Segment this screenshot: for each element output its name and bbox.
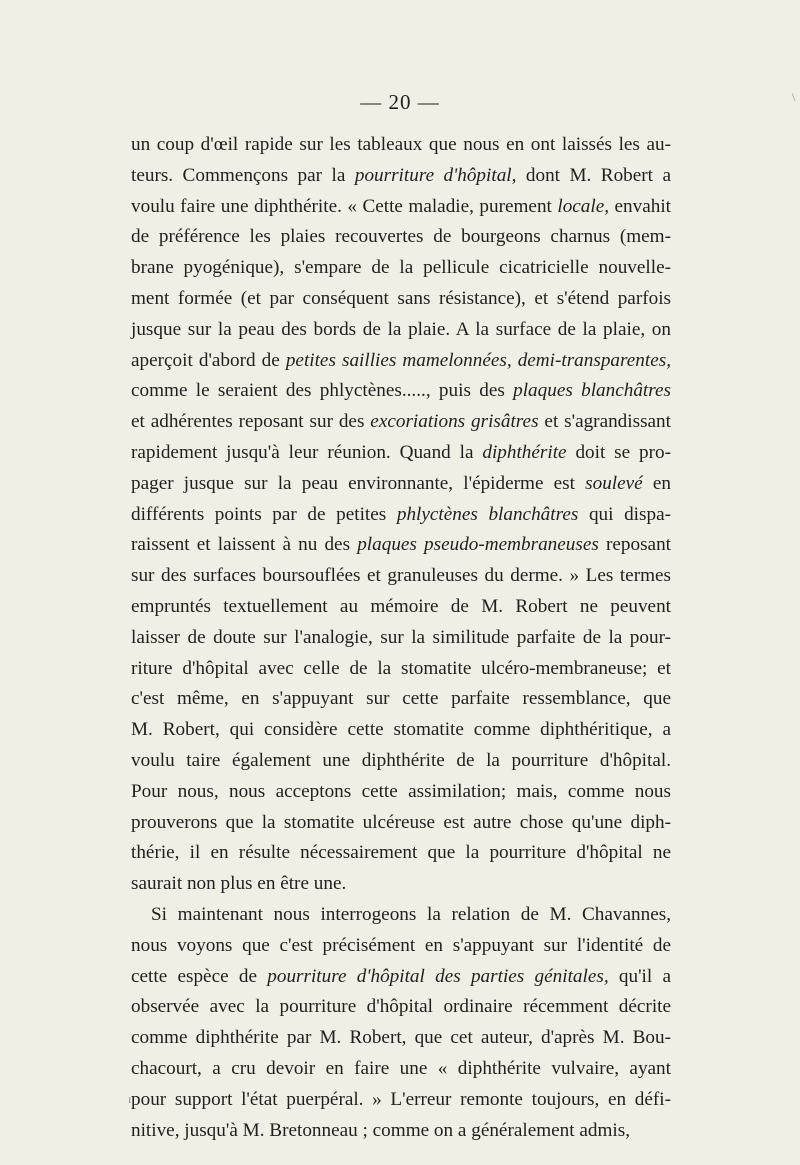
- text-line: [131, 284, 671, 315]
- text-run: différents points par de petites: [131, 503, 397, 525]
- text-run: et adhérentes reposant sur des: [131, 411, 371, 433]
- text-run: de préférence les plaies recouvertes de bourgeons charnus (mem-: [131, 226, 671, 248]
- text-line: [131, 715, 671, 746]
- text-run: pour support l'état puerpéral. » L'erreur remonte toujours, en défi-: [131, 1088, 671, 1110]
- text-run: rapidement jusqu'à leur réunion. Quand la: [131, 441, 483, 463]
- italic-text: pourriture d'hôpital,: [354, 164, 517, 186]
- text-run: saurait non plus en être une.: [131, 873, 347, 895]
- text-line: [131, 592, 671, 623]
- text-line: [131, 654, 671, 685]
- text-run: cette espèce de: [131, 965, 268, 987]
- text-run: un coup d'œil rapide sur les tableaux que nous en ont laissés les au-: [131, 134, 671, 155]
- text-line: [131, 992, 671, 1023]
- text-line: [131, 407, 671, 438]
- text-line: [131, 376, 671, 407]
- italic-text: pourriture d'hôpital des parties génitales,: [267, 965, 609, 987]
- text-run: voulu faire une diphthérite. « Cette maladie, purement: [131, 195, 558, 217]
- text-run: thérie, il en résulte nécessairement que la pourriture d'hôpital ne: [131, 842, 671, 864]
- text-run: prouverons que la stomatite ulcéreuse est autre chose qu'une diph-: [131, 811, 671, 833]
- text-run: pager jusque sur la peau environnante, l'épiderme est: [131, 472, 586, 494]
- text-run: doit se pro-: [566, 441, 671, 463]
- italic-text: petites saillies mamelonnées, demi-transparentes,: [285, 349, 671, 371]
- text-run: Pour nous, nous acceptons cette assimilation; mais, comme nous: [131, 780, 671, 802]
- text-line: [131, 222, 671, 253]
- text-run: qu'il a: [608, 965, 671, 987]
- text-run: observée avec la pourriture d'hôpital ordinaire récemment décrite: [131, 996, 671, 1018]
- text-line: [131, 130, 671, 161]
- text-run: riture d'hôpital avec celle de la stomatite ulcéro-membraneuse; et: [131, 657, 671, 679]
- italic-text: plaques pseudo-membraneuses: [357, 534, 599, 556]
- text-line: [131, 530, 671, 561]
- text-run: M. Robert, qui considère cette stomatite comme diphthéritique, a: [131, 719, 671, 741]
- text-run: envahit: [609, 195, 671, 217]
- text-line: [131, 192, 671, 223]
- text-line: [131, 808, 671, 839]
- text-run: laisser de doute sur l'analogie, sur la similitude parfaite de la pour-: [131, 626, 671, 648]
- italic-text: locale,: [557, 195, 610, 217]
- text-line: [131, 931, 671, 962]
- text-line: [131, 561, 671, 592]
- text-line: [131, 623, 671, 654]
- text-run: teurs. Commençons par la: [131, 164, 355, 186]
- text-run: voulu taire également une diphthérite de la pourriture d'hôpital.: [131, 749, 671, 771]
- text-run: empruntés textuellement au mémoire de M. Robert ne peuvent: [131, 595, 671, 617]
- text-line: [131, 315, 671, 346]
- text-line: [131, 1116, 671, 1147]
- text-run: dont M. Robert a: [516, 164, 671, 186]
- text-run: en: [642, 472, 671, 494]
- text-line: [131, 1023, 671, 1054]
- text-line: [131, 161, 671, 192]
- text-run: comme diphthérite par M. Robert, que cet auteur, d'après M. Bou-: [131, 1027, 671, 1049]
- italic-text: soulevé: [585, 472, 643, 494]
- text-run: c'est même, en s'appuyant sur cette parfaite ressemblance, que: [131, 688, 671, 710]
- text-line: [131, 777, 671, 808]
- text-run: jusque sur la peau des bords de la plaie. A la surface de la plaie, on: [131, 318, 671, 340]
- text-run: comme le seraient des phlyctènes....., puis des: [131, 380, 514, 402]
- text-line: [131, 469, 671, 500]
- page-number: — 20 —: [360, 90, 440, 114]
- italic-text: excoriations grisâtres: [370, 411, 539, 433]
- text-line: [131, 962, 671, 993]
- text-run: et s'agrandissant: [538, 411, 671, 433]
- text-line: [131, 869, 671, 900]
- text-line: [131, 438, 671, 469]
- text-run: nous voyons que c'est précisément en s'appuyant sur l'identité de: [131, 934, 671, 956]
- text-run: qui dispa-: [578, 503, 671, 525]
- text-run: reposant: [598, 534, 671, 556]
- text-run: chacourt, a cru devoir en faire une « diphthérite vulvaire, ayant: [131, 1057, 671, 1079]
- text-line: [131, 746, 671, 777]
- italic-text: diphthérite: [482, 441, 567, 463]
- text-line: [131, 1085, 671, 1116]
- margin-mark: ɪ: [128, 1092, 132, 1106]
- text-run: nitive, jusqu'à M. Bretonneau ; comme on a généralement admis,: [131, 1119, 630, 1141]
- text-line: [131, 253, 671, 284]
- text-run: brane pyogénique), s'empare de la pellicule cicatricielle nouvelle-: [131, 257, 671, 279]
- italic-text: phlyctènes blanchâtres: [396, 503, 579, 525]
- text-line: [131, 684, 671, 715]
- text-line: [131, 1054, 671, 1085]
- text-line: [131, 900, 671, 931]
- text-line: [131, 500, 671, 531]
- text-run: ment formée (et par conséquent sans résistance), et s'étend parfois: [131, 287, 671, 309]
- text-run: sur des surfaces boursouflées et granuleuses du derme. » Les termes: [131, 565, 671, 587]
- italic-text: plaques blanchâtres: [513, 380, 671, 402]
- text-run: raissent et laissent à nu des: [131, 534, 358, 556]
- text-run: Si maintenant nous interrogeons la relation de M. Chavannes,: [151, 903, 671, 925]
- body-text: [131, 130, 671, 1146]
- text-line: [131, 838, 671, 869]
- margin-mark: \: [792, 90, 796, 104]
- text-run: aperçoit d'abord de: [131, 349, 286, 371]
- text-line: [131, 346, 671, 377]
